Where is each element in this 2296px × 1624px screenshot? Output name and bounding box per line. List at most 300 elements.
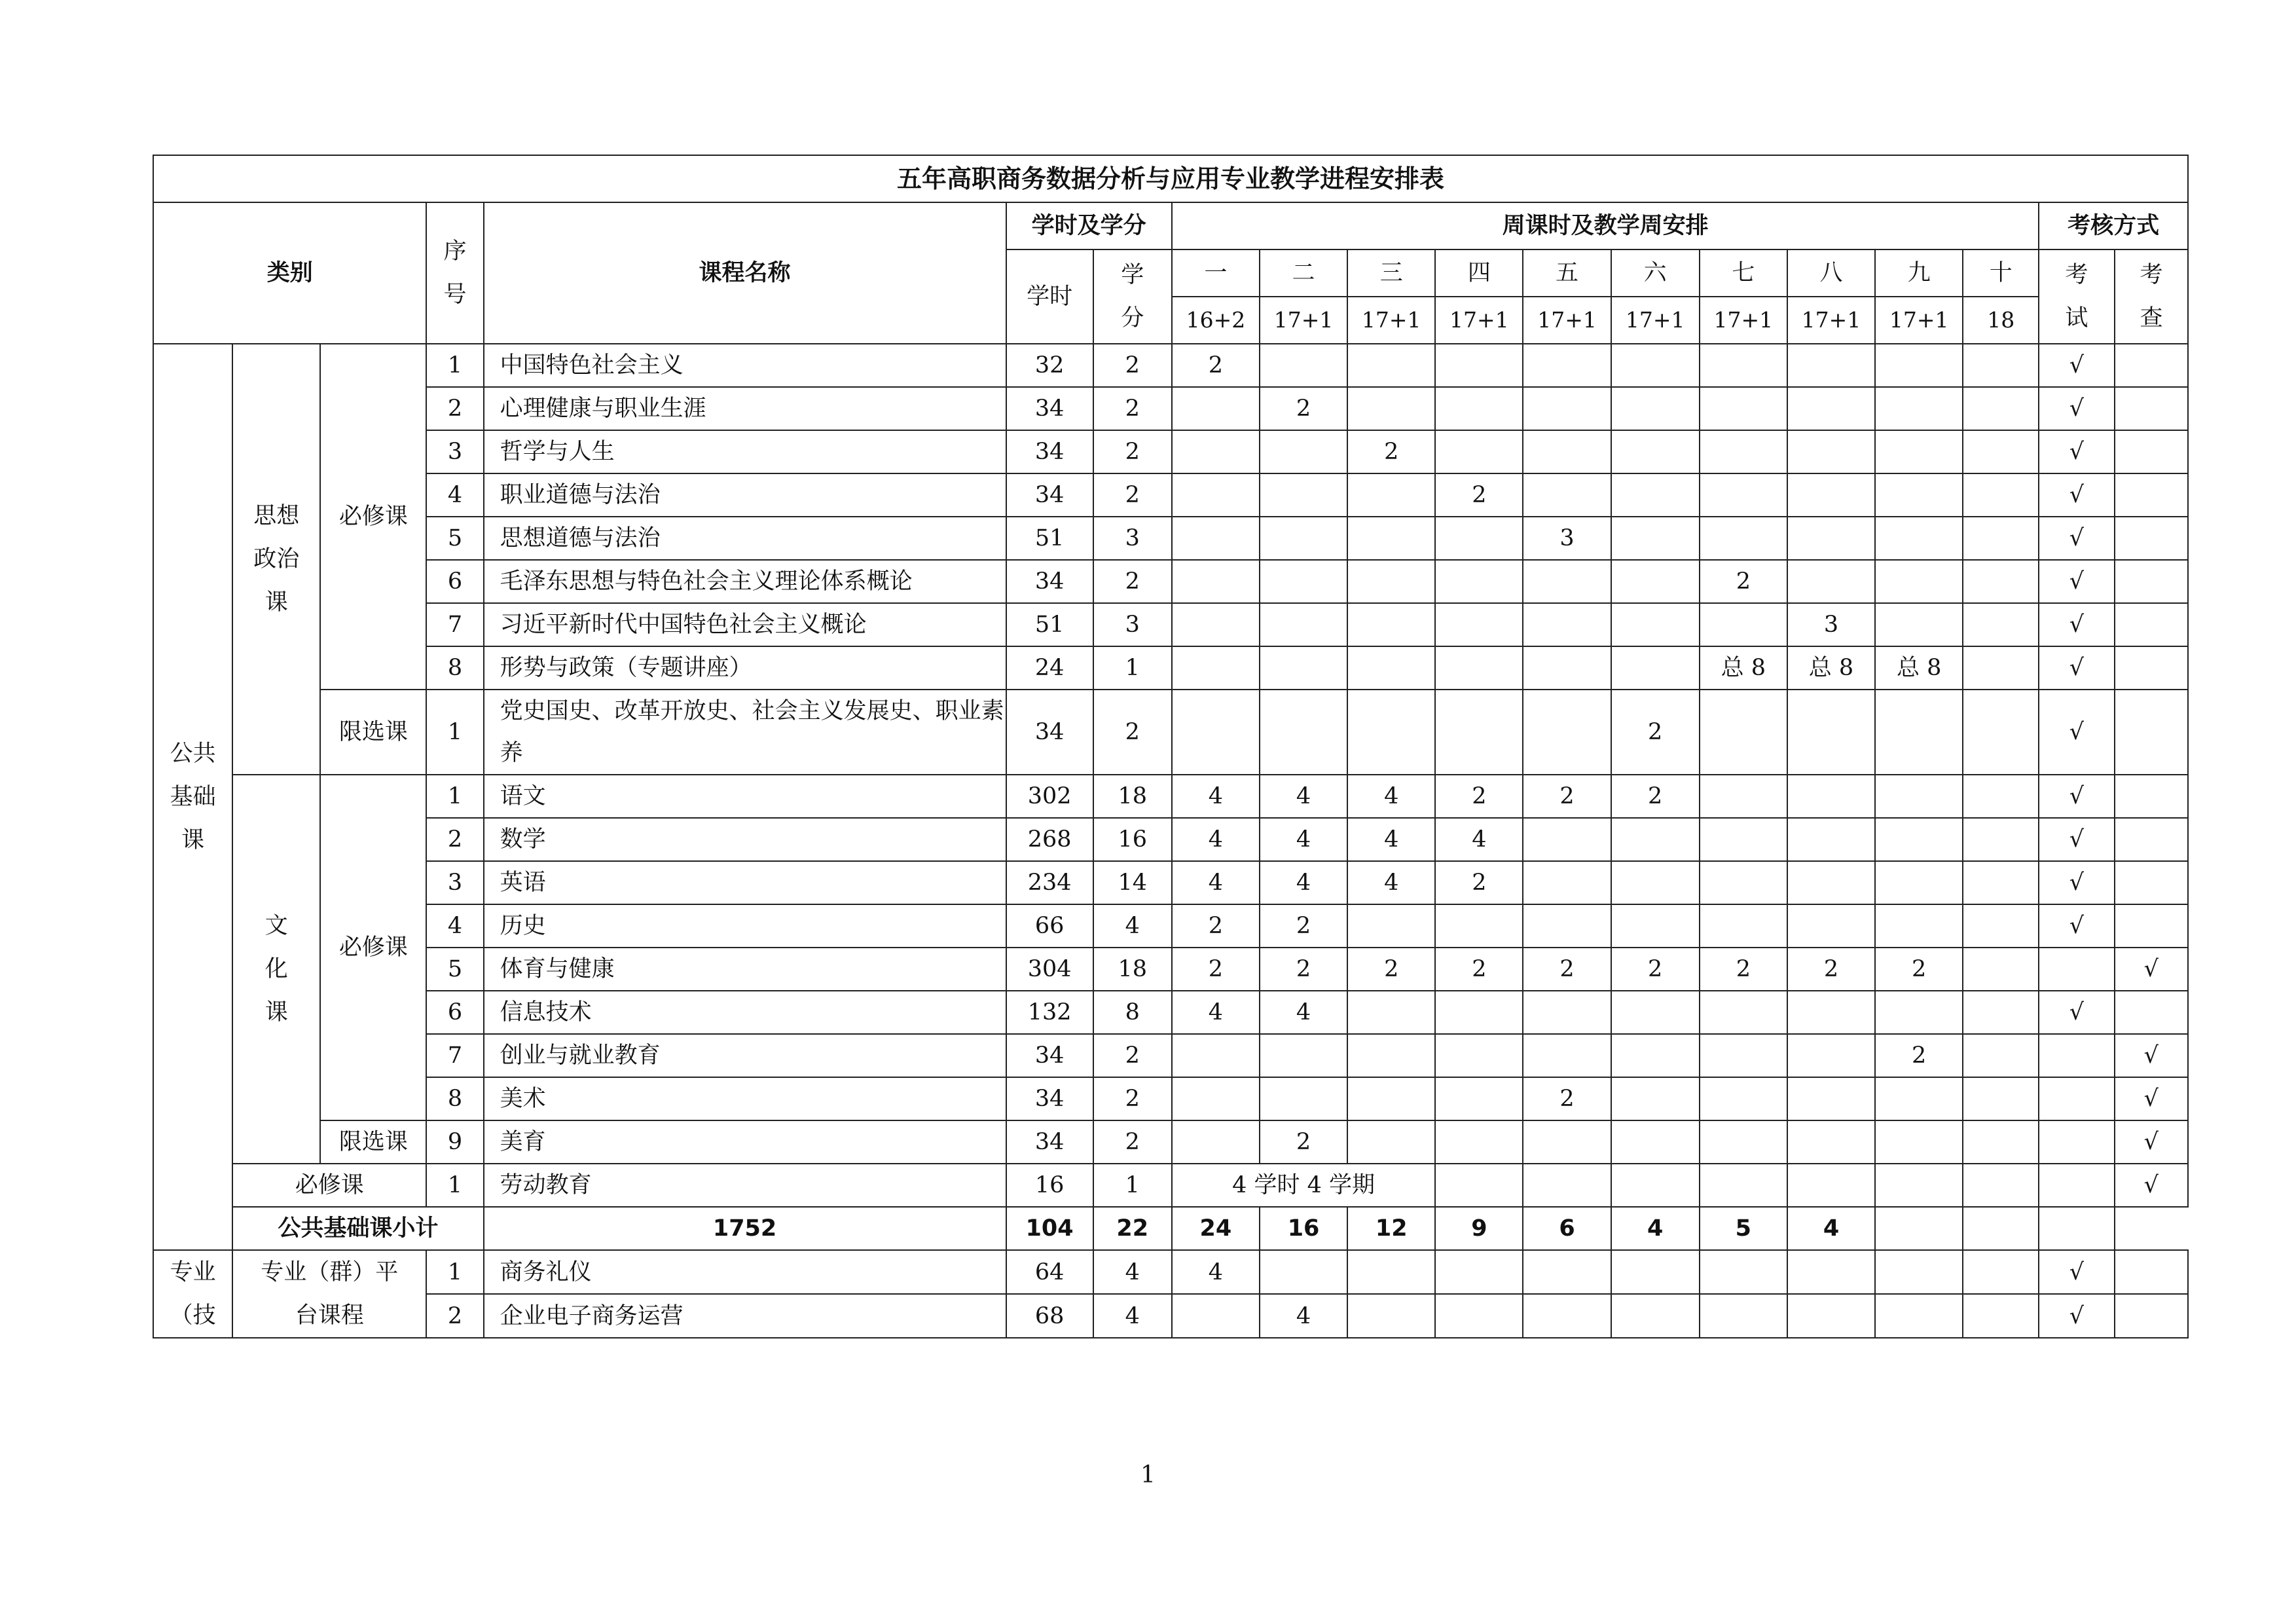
semester-cell	[1435, 517, 1523, 560]
semester-cell	[1611, 517, 1700, 560]
semester-cell	[1611, 646, 1700, 690]
course-credits: 2	[1093, 560, 1172, 603]
semester-cell: 2	[1347, 948, 1435, 991]
semester-cell	[1435, 344, 1523, 387]
course-credits: 18	[1093, 775, 1172, 818]
subtotal-semester-hours	[1875, 1207, 1963, 1250]
course-name: 哲学与人生	[484, 430, 1006, 473]
exam-mark: √	[2039, 646, 2114, 690]
semester-cell	[1875, 904, 1963, 948]
hours-credits-header: 学时及学分	[1006, 202, 1172, 249]
teaching-weeks-cell: 16+2	[1172, 297, 1260, 344]
exam-mark: √	[2039, 387, 2114, 430]
semester-cell	[1523, 1294, 1611, 1338]
semester-cell	[1963, 690, 2039, 775]
semester-cell	[1875, 861, 1963, 904]
semester-cell	[1347, 1120, 1435, 1164]
semester-cell	[1787, 387, 1875, 430]
course-name: 心理健康与职业生涯	[484, 387, 1006, 430]
subtotal-semester-hours: 9	[1435, 1207, 1523, 1250]
semester-cell	[1787, 861, 1875, 904]
subtotal-hours: 1752	[484, 1207, 1006, 1250]
semester-cell	[1700, 1077, 1787, 1120]
semester-cell	[1875, 1250, 1963, 1294]
culture-category: 文化课	[232, 775, 320, 1164]
semester-cell	[1875, 517, 1963, 560]
seq-number: 7	[426, 1034, 483, 1077]
subtotal-semester-hours: 12	[1347, 1207, 1435, 1250]
exam-mark: √	[2039, 904, 2114, 948]
semester-cell	[1963, 818, 2039, 861]
exam-mark: √	[2039, 690, 2114, 775]
semester-cell	[1523, 1120, 1611, 1164]
semester-cell	[1963, 387, 2039, 430]
semester-cell	[1347, 1294, 1435, 1338]
semester-cell	[1700, 603, 1787, 646]
course-hours: 234	[1006, 861, 1093, 904]
semester-cell	[1523, 387, 1611, 430]
semester-cell: 4	[1347, 818, 1435, 861]
course-credits: 3	[1093, 603, 1172, 646]
course-credits: 2	[1093, 1120, 1172, 1164]
subtotal-semester-hours: 4	[1787, 1207, 1875, 1250]
seq-number: 1	[426, 344, 483, 387]
check-mark	[2115, 560, 2189, 603]
semester-cell	[1435, 690, 1523, 775]
platform-subcategory: 专业（群）平台课程	[232, 1250, 426, 1338]
semester-cell	[1963, 1120, 2039, 1164]
semester-cell	[1172, 1077, 1260, 1120]
semester-cell	[1435, 904, 1523, 948]
course-hours: 34	[1006, 430, 1093, 473]
seq-number: 2	[426, 818, 483, 861]
semester-cell	[1523, 861, 1611, 904]
semester-cell	[1700, 473, 1787, 517]
subtotal-semester-hours: 16	[1260, 1207, 1347, 1250]
subtotal-semester-hours: 5	[1700, 1207, 1787, 1250]
semester-cell	[1963, 991, 2039, 1034]
semester-cell	[1347, 603, 1435, 646]
course-hours: 34	[1006, 1120, 1093, 1164]
course-hours: 24	[1006, 646, 1093, 690]
subtotal-semester-hours: 4	[1611, 1207, 1700, 1250]
course-hours: 302	[1006, 775, 1093, 818]
semester-cell	[1875, 690, 1963, 775]
semester-header: 一	[1172, 249, 1260, 297]
semester-cell	[1435, 1164, 1523, 1207]
exam-mark: √	[2039, 603, 2114, 646]
semester-cell: 2	[1523, 948, 1611, 991]
semester-cell: 2	[1435, 861, 1523, 904]
check-mark	[2115, 517, 2189, 560]
semester-cell: 3	[1523, 517, 1611, 560]
check-mark	[2115, 387, 2189, 430]
check-mark	[2115, 1294, 2189, 1338]
course-credits: 4	[1093, 904, 1172, 948]
semester-cell	[1787, 1164, 1875, 1207]
semester-cell	[1172, 517, 1260, 560]
semester-cell	[1963, 1034, 2039, 1077]
semester-cell	[1435, 387, 1523, 430]
course-credits: 1	[1093, 1164, 1172, 1207]
semester-cell: 2	[1611, 775, 1700, 818]
semester-cell	[1523, 603, 1611, 646]
semester-cell	[1700, 861, 1787, 904]
course-credits: 2	[1093, 1034, 1172, 1077]
required-subcategory: 必修课	[320, 775, 426, 1120]
course-name: 历史	[484, 904, 1006, 948]
exam-mark: √	[2039, 775, 2114, 818]
semester-cell: 2	[1260, 948, 1347, 991]
semester-cell: 2	[1435, 948, 1523, 991]
semester-cell	[1611, 1120, 1700, 1164]
seq-number: 1	[426, 1164, 483, 1207]
check-mark: √	[2115, 1077, 2189, 1120]
professional-category: 专业（技	[153, 1250, 232, 1338]
category-header: 类别	[153, 202, 426, 344]
semester-cell	[1523, 904, 1611, 948]
table-row	[153, 1034, 2188, 1077]
semester-cell	[1435, 991, 1523, 1034]
course-credits: 4	[1093, 1250, 1172, 1294]
semester-cell	[1347, 904, 1435, 948]
semester-cell	[1260, 560, 1347, 603]
table-row	[153, 991, 2188, 1034]
table-row	[153, 1250, 2188, 1294]
course-name: 数学	[484, 818, 1006, 861]
semester-cell	[1963, 473, 2039, 517]
semester-cell	[1435, 646, 1523, 690]
check-mark: √	[2115, 1034, 2189, 1077]
semester-cell	[1700, 775, 1787, 818]
exam-header: 考试	[2039, 249, 2114, 344]
course-credits: 16	[1093, 818, 1172, 861]
teaching-weeks-cell: 17+1	[1700, 297, 1787, 344]
semester-cell: 2	[1260, 904, 1347, 948]
check-mark	[2115, 1250, 2189, 1294]
course-hours: 68	[1006, 1294, 1093, 1338]
seq-number: 5	[426, 948, 483, 991]
exam-mark	[2039, 948, 2114, 991]
subtotal-label: 公共基础课小计	[232, 1207, 483, 1250]
check-mark	[2115, 473, 2189, 517]
course-hours: 132	[1006, 991, 1093, 1034]
table-row	[153, 430, 2188, 473]
semester-cell	[1260, 430, 1347, 473]
table-row	[153, 904, 2188, 948]
semester-cell	[1787, 1120, 1875, 1164]
check-mark	[2115, 775, 2189, 818]
semester-cell	[1611, 603, 1700, 646]
semester-cell	[1787, 904, 1875, 948]
seq-header: 序号	[426, 202, 483, 344]
semester-cell: 总 8	[1787, 646, 1875, 690]
seq-number: 4	[426, 473, 483, 517]
table-row	[153, 517, 2188, 560]
semester-cell	[1260, 344, 1347, 387]
teaching-schedule-table	[153, 155, 2189, 1338]
semester-cell	[1787, 344, 1875, 387]
semester-cell	[1787, 1250, 1875, 1294]
course-credits: 2	[1093, 387, 1172, 430]
credits-header: 学分	[1093, 249, 1172, 344]
required-subcategory: 必修课	[320, 344, 426, 690]
semester-cell	[1700, 344, 1787, 387]
semester-cell	[1963, 904, 2039, 948]
semester-header: 三	[1347, 249, 1435, 297]
semester-cell	[1787, 473, 1875, 517]
semester-cell	[1523, 818, 1611, 861]
semester-cell	[1787, 818, 1875, 861]
course-hours: 34	[1006, 690, 1093, 775]
public-basic-category: 公共基础课	[153, 344, 232, 1250]
semester-cell: 4	[1172, 991, 1260, 1034]
check-mark	[2115, 603, 2189, 646]
semester-cell	[1875, 344, 1963, 387]
table-row	[153, 1077, 2188, 1120]
semester-cell: 4	[1260, 1294, 1347, 1338]
exam-mark: √	[2039, 344, 2114, 387]
course-name: 思想道德与法治	[484, 517, 1006, 560]
semester-cell	[1260, 1034, 1347, 1077]
semester-cell	[1700, 430, 1787, 473]
semester-cell	[1875, 1077, 1963, 1120]
check-mark	[2115, 861, 2189, 904]
semester-cell	[1260, 603, 1347, 646]
exam-mark	[1963, 1207, 2039, 1250]
check-mark	[2115, 430, 2189, 473]
seq-number: 3	[426, 861, 483, 904]
semester-cell	[1347, 387, 1435, 430]
semester-cell	[1875, 560, 1963, 603]
course-credits: 1	[1093, 646, 1172, 690]
semester-cell	[1787, 991, 1875, 1034]
semester-cell: 2	[1611, 690, 1700, 775]
semester-cell	[1700, 991, 1787, 1034]
semester-cell	[1611, 1294, 1700, 1338]
semester-cell	[1963, 1077, 2039, 1120]
subtotal-semester-hours: 6	[1523, 1207, 1611, 1250]
semester-cell	[1963, 1250, 2039, 1294]
semester-cell: 4	[1347, 775, 1435, 818]
semester-cell	[1260, 690, 1347, 775]
semester-cell	[1611, 560, 1700, 603]
semester-cell	[1172, 387, 1260, 430]
semester-cell	[1172, 603, 1260, 646]
course-credits: 3	[1093, 517, 1172, 560]
semester-cell	[1347, 344, 1435, 387]
course-hours: 34	[1006, 473, 1093, 517]
semester-cell	[1260, 517, 1347, 560]
table-row	[153, 473, 2188, 517]
check-mark: √	[2115, 1120, 2189, 1164]
table-row	[153, 387, 2188, 430]
semester-header: 四	[1435, 249, 1523, 297]
semester-cell	[1347, 991, 1435, 1034]
semester-cell: 2	[1700, 948, 1787, 991]
course-hours: 34	[1006, 387, 1093, 430]
semester-cell: 4	[1260, 775, 1347, 818]
semester-cell	[1700, 690, 1787, 775]
semester-cell: 2	[1611, 948, 1700, 991]
table-row	[153, 1164, 2188, 1207]
course-hours: 32	[1006, 344, 1093, 387]
seq-number: 4	[426, 904, 483, 948]
semester-cell	[1700, 904, 1787, 948]
semester-cell	[1523, 646, 1611, 690]
teaching-weeks-cell: 17+1	[1787, 297, 1875, 344]
semester-cell	[1347, 690, 1435, 775]
course-name: 形势与政策（专题讲座）	[484, 646, 1006, 690]
semester-cell	[1347, 560, 1435, 603]
semester-cell	[1435, 1120, 1523, 1164]
semester-cell: 4	[1172, 818, 1260, 861]
semester-cell: 4	[1172, 861, 1260, 904]
course-credits: 4	[1093, 1294, 1172, 1338]
course-credits: 2	[1093, 1077, 1172, 1120]
course-name: 体育与健康	[484, 948, 1006, 991]
semester-cell	[1172, 1294, 1260, 1338]
table-row	[153, 1120, 2188, 1164]
course-hours: 51	[1006, 603, 1093, 646]
semester-header: 五	[1523, 249, 1611, 297]
course-name: 美术	[484, 1077, 1006, 1120]
seq-number: 2	[426, 387, 483, 430]
semester-cell	[1523, 473, 1611, 517]
course-name: 职业道德与法治	[484, 473, 1006, 517]
semester-cell	[1875, 1164, 1963, 1207]
semester-cell	[1347, 517, 1435, 560]
semester-cell: 2	[1172, 344, 1260, 387]
semester-cell: 2	[1260, 387, 1347, 430]
semester-cell: 4	[1260, 861, 1347, 904]
semester-cell	[1172, 1120, 1260, 1164]
semester-cell	[1875, 1120, 1963, 1164]
semester-cell	[1435, 1034, 1523, 1077]
semester-cell: 2	[1787, 948, 1875, 991]
course-name: 英语	[484, 861, 1006, 904]
course-name-header: 课程名称	[484, 202, 1006, 344]
table-row	[153, 1294, 2188, 1338]
semester-cell	[1523, 1164, 1611, 1207]
exam-mark	[2039, 1164, 2114, 1207]
semester-cell	[1523, 430, 1611, 473]
semester-cell: 2	[1700, 560, 1787, 603]
semester-cell	[1523, 560, 1611, 603]
semester-cell	[1611, 387, 1700, 430]
exam-mark: √	[2039, 560, 2114, 603]
semester-cell	[1963, 560, 2039, 603]
semester-cell	[1611, 1077, 1700, 1120]
semester-cell	[1700, 1034, 1787, 1077]
semester-cell: 4	[1435, 818, 1523, 861]
semester-cell	[1963, 775, 2039, 818]
semester-cell: 2	[1347, 430, 1435, 473]
course-credits: 2	[1093, 473, 1172, 517]
semester-cell	[1787, 1294, 1875, 1338]
exam-mark	[2039, 1120, 2114, 1164]
course-name: 商务礼仪	[484, 1250, 1006, 1294]
table-row	[153, 1207, 2188, 1250]
semester-cell: 2	[1875, 1034, 1963, 1077]
semester-cell	[1963, 430, 2039, 473]
exam-mark	[2039, 1077, 2114, 1120]
semester-cell: 4	[1260, 991, 1347, 1034]
exam-mark: √	[2039, 473, 2114, 517]
course-name: 企业电子商务运营	[484, 1294, 1006, 1338]
semester-header: 十	[1963, 249, 2039, 297]
semester-cell	[1875, 430, 1963, 473]
exam-mark: √	[2039, 430, 2114, 473]
semester-cell	[1347, 1250, 1435, 1294]
course-hours: 304	[1006, 948, 1093, 991]
course-credits: 2	[1093, 430, 1172, 473]
semester-cell: 4	[1260, 818, 1347, 861]
semester-cell: 4	[1172, 1250, 1260, 1294]
elective-subcategory: 限选课	[320, 690, 426, 775]
semester-cell	[1260, 646, 1347, 690]
semester-cell	[1435, 603, 1523, 646]
teaching-weeks-cell: 17+1	[1435, 297, 1523, 344]
course-credits: 18	[1093, 948, 1172, 991]
semester-cell	[1435, 1250, 1523, 1294]
semester-cell	[1611, 861, 1700, 904]
semester-cell	[1172, 1034, 1260, 1077]
exam-mark: √	[2039, 1294, 2114, 1338]
semester-cell	[1611, 430, 1700, 473]
seq-number: 7	[426, 603, 483, 646]
semester-cell	[1700, 818, 1787, 861]
table-row	[153, 775, 2188, 818]
semester-cell	[1787, 1034, 1875, 1077]
check-mark: √	[2115, 948, 2189, 991]
semester-cell	[1875, 818, 1963, 861]
semester-cell	[1347, 473, 1435, 517]
course-hours: 34	[1006, 560, 1093, 603]
ideology-category: 思想政治课	[232, 344, 320, 775]
semester-header: 七	[1700, 249, 1787, 297]
table-row	[153, 560, 2188, 603]
semester-cell	[1260, 473, 1347, 517]
semester-cell	[1611, 1164, 1700, 1207]
semester-cell	[1963, 517, 2039, 560]
semester-cell	[1611, 1034, 1700, 1077]
course-name: 创业与就业教育	[484, 1034, 1006, 1077]
semester-cell	[1611, 1250, 1700, 1294]
seq-number: 8	[426, 1077, 483, 1120]
semester-cell: 2	[1172, 904, 1260, 948]
semester-cell: 4	[1347, 861, 1435, 904]
semester-header: 六	[1611, 249, 1700, 297]
course-name: 毛泽东思想与特色社会主义理论体系概论	[484, 560, 1006, 603]
semester-cell: 2	[1523, 1077, 1611, 1120]
semester-cell	[1963, 603, 2039, 646]
check-mark	[2115, 904, 2189, 948]
semester-cell	[1347, 1034, 1435, 1077]
exam-mark: √	[2039, 991, 2114, 1034]
semester-cell	[1700, 387, 1787, 430]
course-hours: 66	[1006, 904, 1093, 948]
assessment-header: 考核方式	[2039, 202, 2188, 249]
semester-cell	[1787, 690, 1875, 775]
semester-cell	[1700, 517, 1787, 560]
semester-cell	[1875, 387, 1963, 430]
semester-cell	[1787, 775, 1875, 818]
semester-cell	[1787, 560, 1875, 603]
course-hours: 34	[1006, 1034, 1093, 1077]
table-row	[153, 690, 2188, 775]
course-hours: 16	[1006, 1164, 1093, 1207]
